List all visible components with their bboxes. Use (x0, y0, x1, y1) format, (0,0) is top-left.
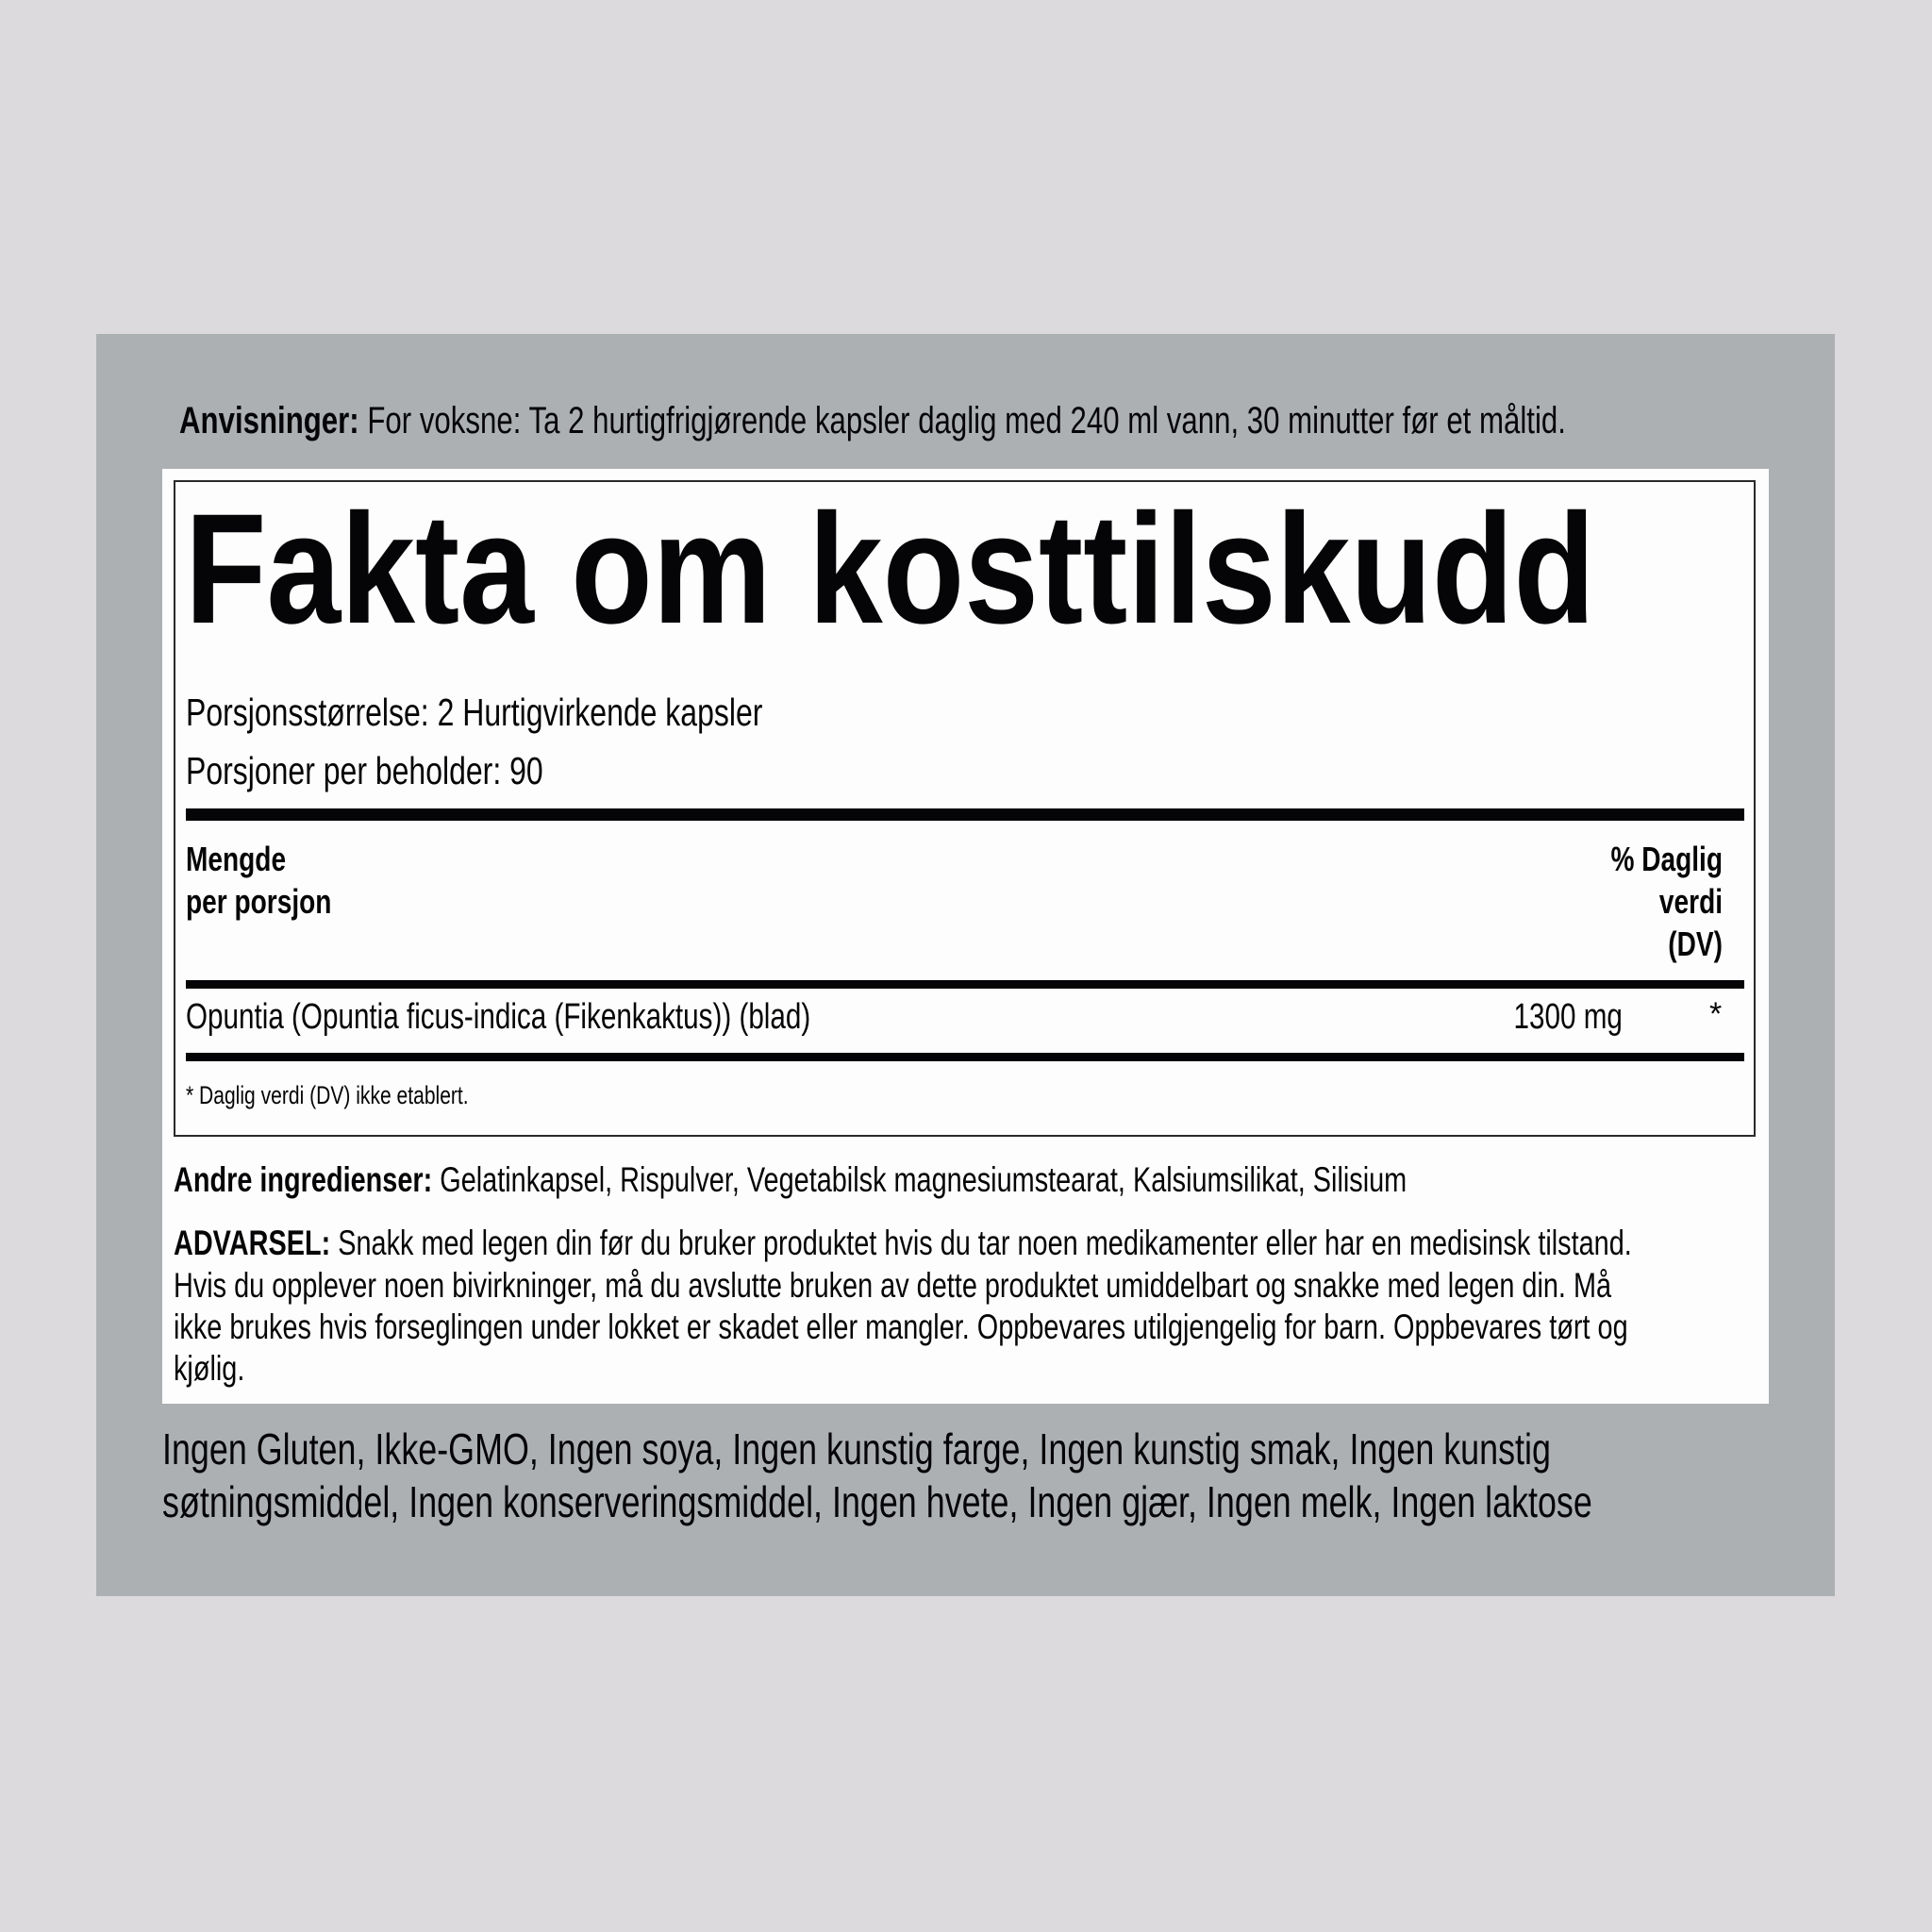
serving-size: Porsjonsstørrelse: 2 Hurtigvirkende kapsler (186, 691, 763, 734)
dv-header-line2: verdi (1658, 882, 1723, 921)
warning-line-3: ikke brukes hvis forseglingen under lokket er skadet eller mangler. Oppbevares utilgjengelig for barn. Oppbevares tørt og (174, 1307, 1628, 1346)
free-from-line-1: Ingen Gluten, Ikke-GMO, Ingen soya, Ingen kunstig farge, Ingen kunstig smak, Ingen kunstig (162, 1424, 1551, 1474)
row-divider (186, 1053, 1744, 1061)
warning-text-1: Snakk med legen din før du bruker produktet hvis du tar noen medikamenter eller har en medisinsk tilstand. (330, 1224, 1632, 1262)
dv-footnote: * Daglig verdi (DV) ikke etablert. (186, 1081, 469, 1109)
other-ingredients-label: Andre ingredienser: (174, 1160, 433, 1199)
warning-line-2: Hvis du opplever noen bivirkninger, må du avslutte bruken av dette produktet umiddelbart og snakke med legen din. Må (174, 1266, 1612, 1305)
free-from-line-2: søtningsmiddel, Ingen konserveringsmiddel, Ingen hvete, Ingen gjær, Ingen melk, Ingen laktose (162, 1477, 1592, 1526)
dv-header-line1: % Daglig (1610, 840, 1723, 878)
directions (179, 402, 1566, 440)
ingredient-dv: * (1709, 996, 1723, 1032)
ingredient-name: Opuntia (Opuntia ficus-indica (Fikenkaktus)) (blad) (186, 997, 811, 1037)
warning-label: ADVARSEL: (174, 1224, 331, 1262)
dv-header-line3: (DV) (1668, 924, 1723, 963)
servings-per-container: Porsjoner per beholder: 90 (186, 749, 543, 792)
amount-header-line2: per porsjon (186, 882, 332, 921)
amount-header-line1: Mengde (186, 840, 287, 878)
directions-text: For voksne: Ta 2 hurtigfrigjørende kapsler daglig med 240 ml vann, 30 minutter før et måltid. (358, 400, 1566, 441)
other-ingredients-text: Gelatinkapsel, Rispulver, Vegetabilsk magnesiumstearat, Kalsiumsilikat, Silisium (432, 1160, 1407, 1199)
other-ingredients (174, 1162, 1407, 1197)
warning-line-4: kjølig. (174, 1349, 245, 1388)
directions-label: Anvisninger: (179, 400, 359, 441)
ingredient-amount: 1300 mg (1513, 997, 1623, 1037)
thick-divider (186, 808, 1744, 821)
warning-line-1 (174, 1225, 1632, 1260)
header-divider (186, 980, 1744, 989)
facts-title: Fakta om kosttilskudd (185, 482, 1595, 657)
